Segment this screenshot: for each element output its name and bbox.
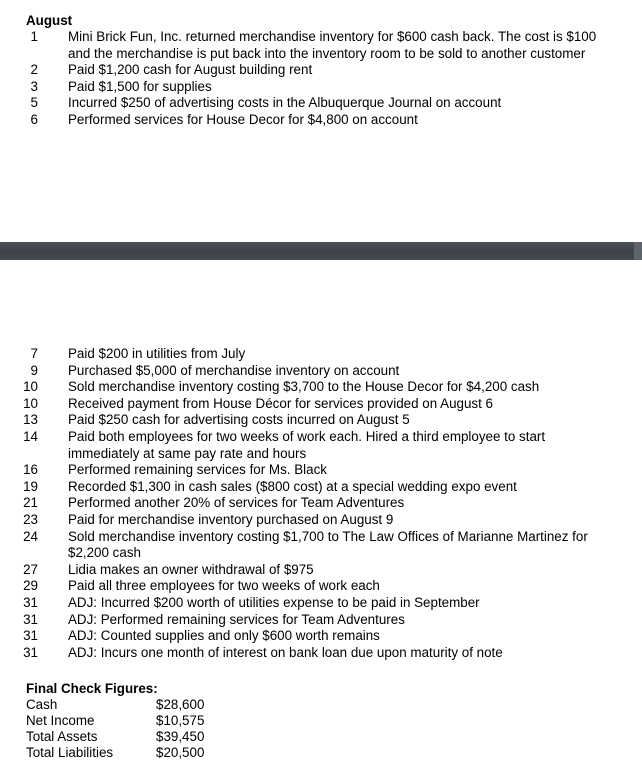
entry-row <box>0 628 640 645</box>
entry-day: 13 <box>23 412 38 428</box>
entry-day: 29 <box>23 578 38 594</box>
final-value: $28,600 <box>156 697 205 712</box>
final-row-total-liabilities <box>26 745 326 762</box>
entry-text: Paid both employees for two weeks of work each. Hired a third employee to start immediately at same pay rate and hours <box>68 428 546 461</box>
entry-text: ADJ: Counted supplies and only $600 worth remains <box>68 628 380 644</box>
final-value: $20,500 <box>156 745 205 760</box>
entry-row <box>0 479 640 496</box>
entry-row <box>0 595 640 612</box>
final-label: Total Assets <box>26 729 98 744</box>
entry-day: 23 <box>23 511 38 527</box>
entry-text: Paid for merchandise inventory purchased on August 9 <box>68 511 394 527</box>
august-entries-part1 <box>0 29 640 129</box>
entry-text: Paid $200 in utilities from July <box>68 346 246 361</box>
entry-day: 31 <box>23 644 38 660</box>
entry-day: 6 <box>30 111 38 127</box>
entry-row <box>0 95 640 112</box>
entry-day: 5 <box>30 95 38 111</box>
entry-text: Paid all three employees for two weeks of work each <box>68 578 380 594</box>
entry-row <box>0 79 640 96</box>
final-check-title: Final Check Figures: <box>26 681 158 696</box>
entry-day: 31 <box>23 628 38 644</box>
entry-day: 19 <box>23 478 38 494</box>
entry-row <box>0 346 640 363</box>
final-label: Net Income <box>26 713 95 728</box>
entry-row <box>0 379 640 396</box>
entry-text: Sold merchandise inventory costing $3,700 to the House Decor for $4,200 cash <box>68 379 540 395</box>
final-row-cash <box>26 697 326 714</box>
entry-text: Incurred $250 of advertising costs in the Albuquerque Journal on account <box>68 95 502 111</box>
entry-row <box>0 363 640 380</box>
entry-row <box>0 429 640 462</box>
month-heading: August <box>26 13 73 28</box>
entry-day: 3 <box>30 78 38 94</box>
entry-row <box>0 612 640 629</box>
entry-text: Purchased $5,000 of merchandise inventory on account <box>68 362 400 378</box>
entry-text: Recorded $1,300 in cash sales ($800 cost) at a special wedding expo event <box>68 478 517 494</box>
entry-day: 27 <box>23 561 38 577</box>
entry-text: Performed another 20% of services for Team Adventures <box>68 495 405 511</box>
entry-day: 10 <box>23 395 38 411</box>
final-label: Cash <box>26 697 58 712</box>
entry-day: 24 <box>23 528 38 544</box>
entry-day: 31 <box>23 594 38 610</box>
entry-row <box>0 412 640 429</box>
entry-text: Performed services for House Decor for $4,800 on account <box>68 111 418 127</box>
final-label: Total Liabilities <box>26 745 114 760</box>
entry-row <box>0 112 640 129</box>
entry-row <box>0 562 640 579</box>
entry-day: 9 <box>30 362 38 378</box>
entry-day: 10 <box>23 379 38 395</box>
entry-text: Paid $1,200 cash for August building rent <box>68 62 313 78</box>
entry-row <box>0 578 640 595</box>
entry-text: Sold merchandise inventory costing $1,700 to The Law Offices of Marianne Martinez for $2,200 cash <box>68 528 588 561</box>
final-value: $10,575 <box>156 713 205 728</box>
entry-text: ADJ: Performed remaining services for Team Adventures <box>68 611 405 627</box>
entry-row <box>0 529 640 562</box>
entry-row <box>0 462 640 479</box>
final-value: $39,450 <box>156 729 205 744</box>
entry-row <box>0 62 640 79</box>
entry-text: Paid $250 cash for advertising costs incurred on August 5 <box>68 412 410 428</box>
entry-text: Lidia makes an owner withdrawal of $975 <box>68 561 314 577</box>
august-entries-part2 <box>0 346 640 661</box>
entry-text: Mini Brick Fun, Inc. returned merchandise inventory for $600 cash back. The cost is $100 and the merchandise is put back into the inventory room to be sold to another customer <box>68 29 597 61</box>
entry-row <box>0 495 640 512</box>
entry-row <box>0 396 640 413</box>
entry-text: Performed remaining services for Ms. Black <box>68 462 327 478</box>
entry-day: 2 <box>30 62 38 78</box>
entry-day: 7 <box>30 346 38 361</box>
entry-text: Received payment from House Décor for services provided on August 6 <box>68 395 493 411</box>
entry-day: 21 <box>23 495 38 511</box>
final-row-total-assets <box>26 729 326 746</box>
entry-day: 14 <box>23 428 38 444</box>
entry-row <box>0 29 640 62</box>
page-divider <box>0 242 642 260</box>
entry-row <box>0 645 640 662</box>
entry-day: 31 <box>23 611 38 627</box>
final-row-net-income <box>26 713 326 730</box>
entry-text: Paid $1,500 for supplies <box>68 78 212 94</box>
entry-text: ADJ: Incurs one month of interest on bank loan due upon maturity of note <box>68 644 503 660</box>
entry-row <box>0 512 640 529</box>
entry-day: 1 <box>30 29 38 44</box>
entry-day: 16 <box>23 462 38 478</box>
entry-text: ADJ: Incurred $200 worth of utilities expense to be paid in September <box>68 594 480 610</box>
